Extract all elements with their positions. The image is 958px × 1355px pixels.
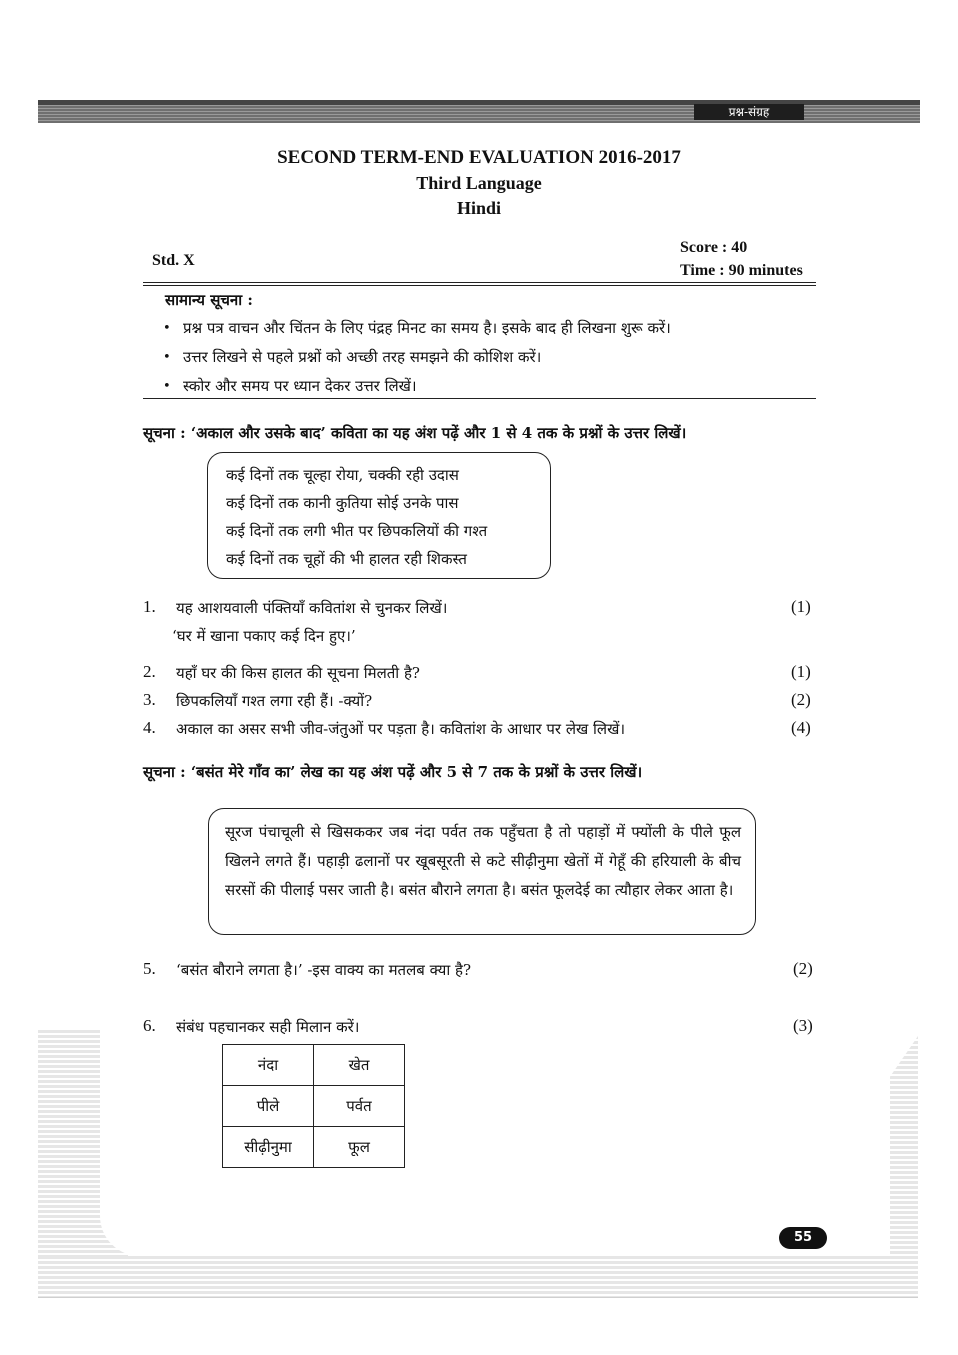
exam-title-line2: Third Language [416,173,542,193]
question-number: 2. [143,662,156,681]
poem-line: कई दिनों तक चूल्हा रोया, चक्की रही उदास [226,466,459,484]
question-number: 5. [143,959,156,978]
instruction-item: • उत्तर लिखने से पहले प्रश्नों को अच्छी तरह समझने की कोशिश करें। [163,343,671,372]
exam-title [0,146,958,220]
question-number: 3. [143,690,156,709]
question-number: 4. [143,718,156,737]
exam-title-line1: SECOND TERM-END EVALUATION 2016-2017 [277,147,681,168]
poem-line: कई दिनों तक लगी भीत पर छिपकलियों की गश्त [226,522,488,540]
table-cell: फूल [314,1127,405,1168]
table-row [223,1045,405,1086]
question-text: यह आशयवाली पंक्तियाँ कवितांश से चुनकर लिखें। [176,599,448,617]
general-instructions-list [163,314,671,401]
question-marks: (1) [791,662,811,681]
footer-line [38,1297,918,1298]
question-text: अकाल का असर सभी जीव-जंतुओं पर पड़ता है। कवितांश के आधार पर लेख लिखें। [176,720,626,738]
decorative-stripes-bottom [38,1256,918,1298]
table-cell: पीले [223,1086,314,1127]
table-cell: सीढ़ीनुमा [223,1127,314,1168]
table-cell: नंदा [223,1045,314,1086]
question-marks: (2) [793,959,813,978]
question-marks: (1) [791,597,811,616]
divider [143,285,816,286]
content-panel [100,1030,890,1256]
standard-label: Std. X [152,252,195,269]
time-label: Time : 90 minutes [680,262,803,279]
question-marks: (2) [791,690,811,709]
score-label: Score : 40 [680,239,748,256]
instruction-item: • स्कोर और समय पर ध्यान देकर उत्तर लिखें। [163,372,671,401]
question-text: ‘बसंत बौराने लगता है।’ -इस वाक्य का मतलब क्या है? [176,961,472,979]
divider [143,282,816,283]
poem-box [207,452,551,579]
prose-box [208,808,756,935]
question-text: संबंध पहचानकर सही मिलान करें। [176,1018,360,1036]
page-number: 55 [779,1227,827,1249]
poem-line: कई दिनों तक कानी कुतिया सोई उनके पास [226,494,459,512]
match-table [222,1044,405,1168]
question-number: 1. [143,597,156,616]
question-subtext: ‘घर में खाना पकाए कई दिन हुए।’ [172,627,356,645]
table-row [223,1127,405,1168]
general-instructions-heading: सामान्य सूचना : [165,291,253,309]
question-marks: (3) [793,1016,813,1035]
instruction-item: • प्रश्न पत्र वाचन और चिंतन के लिए पंद्रह मिनट का समय है। इसके बाद ही लिखना शुरू करें। [163,314,671,343]
notice-prose: सूचना : ‘बसंत मेरे गाँव का’ लेख का यह अंश पढ़ें और 5 से 7 तक के प्रश्नों के उत्तर लिखें। [143,763,643,781]
question-marks: (4) [791,718,811,737]
question-text: यहाँ घर की किस हालत की सूचना मिलती है? [176,664,420,682]
question-number: 6. [143,1016,156,1035]
prose-text: सूरज पंचाचूली से खिसककर जब नंदा पर्वत तक पहुँचता है तो पहाड़ों में फ्योंली के पीले फूल खिलने लगते हैं। पहाड़ी ढलानों पर खूबसूरती से कटे सीढ़ीनुमा खेतों में गेहूँ की हरियाली के बीच सरसों की पीलाई पसर जाती है। बसंत बौराने लगता है। बसंत फूलदेई का त्यौहार लेकर आता है। [225,823,741,899]
table-cell: पर्वत [314,1086,405,1127]
table-cell: खेत [314,1045,405,1086]
exam-title-line3: Hindi [456,198,502,218]
divider [143,398,816,399]
notice-poem: सूचना : ‘अकाल और उसके बाद’ कविता का यह अंश पढ़ें और 1 से 4 तक के प्रश्नों के उत्तर लिखें। [143,424,687,442]
question-text: छिपकलियाँ गश्त लगा रही हैं। -क्यों? [176,692,373,710]
table-row [223,1086,405,1127]
poem-line: कई दिनों तक चूहों की भी हालत रही शिकस्त [226,550,467,568]
section-tag: प्रश्न-संग्रह [694,104,804,120]
